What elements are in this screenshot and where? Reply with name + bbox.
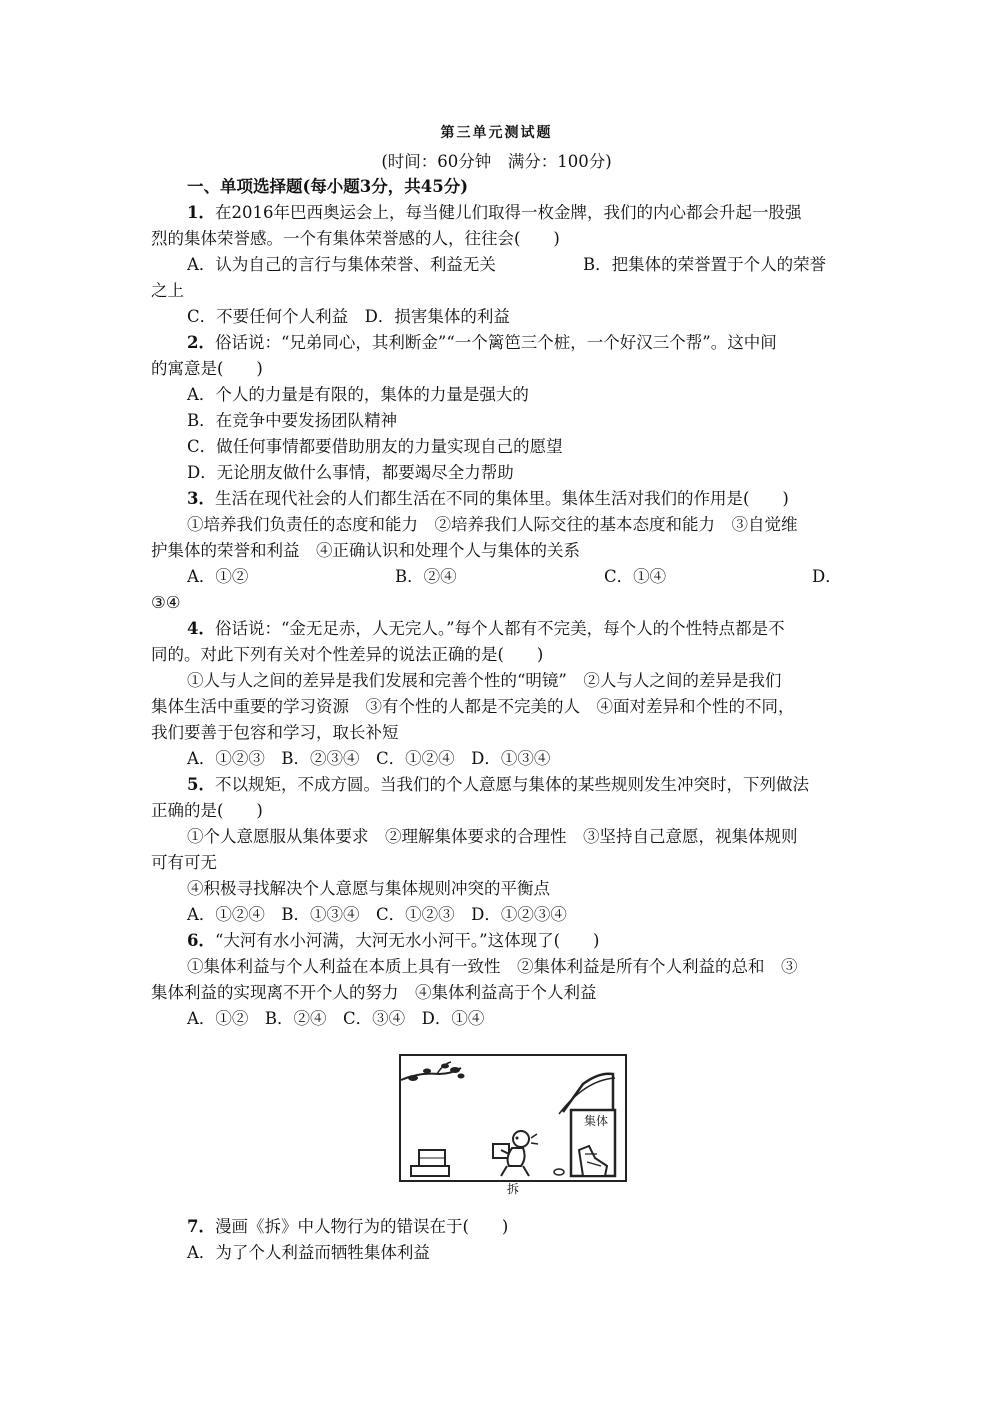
q4-statement-1: ①人与人之间的差异是我们发展和完善个性的“明镜” ②人与人之间的差异是我们 <box>187 671 782 690</box>
q6-statement-1: ①集体利益与个人利益在本质上具有一致性 ②集体利益是所有个人利益的总和 ③ <box>187 957 798 976</box>
question-3-line-1 <box>187 488 789 510</box>
q7-option-a: A．为了个人利益而牺牲集体利益 <box>187 1243 430 1262</box>
q2-option-c: C．做任何事情都要借助朋友的力量实现自己的愿望 <box>187 437 563 456</box>
question-text: 漫画《拆》中人物行为的错误在于( ) <box>214 1217 509 1236</box>
q2-option-a: A．个人的力量是有限的，集体的力量是强大的 <box>187 385 529 404</box>
cartoon-chai <box>399 1054 627 1182</box>
question-number: 1． <box>187 203 215 222</box>
question-text: 在2016年巴西奥运会上，每当健儿们取得一枚金牌，我们的内心都会升起一股强 <box>214 203 802 222</box>
q4-statement-3: 我们要善于包容和学习，取长补短 <box>151 723 399 742</box>
q3-option-c: C．①④ <box>604 567 667 586</box>
question-4-line-1 <box>187 618 785 640</box>
question-text: 生活在现代社会的人们都生活在不同的集体里。集体生活对我们的作用是( ) <box>214 489 789 508</box>
q2-option-b: B．在竞争中要发扬团队精神 <box>187 411 398 430</box>
q5-options: A．①②④ B．①③④ C．①②③ D．①②③④ <box>187 905 567 924</box>
question-1-line-1 <box>187 202 801 224</box>
q3-statement-1: ①培养我们负责任的态度和能力 ②培养我们人际交往的基本态度和能力 ③自觉维 <box>187 515 798 534</box>
question-2-line-2: 的寓意是( ) <box>151 359 263 378</box>
q4-options: A．①②③ B．②③④ C．①②④ D．①③④ <box>187 749 551 768</box>
question-4-line-2: 同的。对此下列有关对个性差异的说法正确的是( ) <box>151 645 544 664</box>
question-5-line-1 <box>187 774 809 796</box>
q2-option-d: D．无论朋友做什么事情，都要竭尽全力帮助 <box>187 463 514 482</box>
time-score-info: (时间：60分钟 满分：100分) <box>381 152 612 171</box>
question-text: 俗话说：“兄弟同心，其利断金”“一个篱笆三个桩，一个好汉三个帮”。这中间 <box>214 333 777 352</box>
question-number: 2． <box>187 333 215 352</box>
question-number: 3． <box>187 489 215 508</box>
q6-options: A．①② B．②④ C．③④ D．①④ <box>187 1009 485 1028</box>
q3-option-d: D． <box>812 567 842 586</box>
question-number: 6． <box>187 931 215 950</box>
q4-statement-2: 集体生活中重要的学习资源 ③有个性的人都是不完美的人 ④面对差异和个性的不同， <box>151 697 795 716</box>
q1-option-b: B．把集体的荣誉置于个人的荣誉 <box>583 255 827 274</box>
q3-option-d-cont: ③④ <box>151 593 181 612</box>
question-6-line-1 <box>187 930 599 952</box>
q5-statement-3: ④积极寻找解决个人意愿与集体规则冲突的平衡点 <box>187 879 550 898</box>
question-text: “大河有水小河满，大河无水小河干。”这体现了( ) <box>214 931 600 950</box>
q3-statement-2: 护集体的荣誉和利益 ④正确认识和处理个人与集体的关系 <box>151 541 580 560</box>
question-2-line-1 <box>187 332 777 354</box>
section-heading: 一、单项选择题(每小题3分，共45分) <box>187 177 469 196</box>
question-number: 5． <box>187 775 215 794</box>
q6-statement-2: 集体利益的实现离不开个人的努力 ④集体利益高于个人利益 <box>151 983 597 1002</box>
house-label: 集体 <box>583 1114 609 1128</box>
q3-option-b: B．②④ <box>395 567 457 586</box>
question-text: 不以规矩，不成方圆。当我们的个人意愿与集体的某些规则发生冲突时，下列做法 <box>214 775 809 794</box>
question-5-line-2: 正确的是( ) <box>151 801 263 820</box>
question-text: 俗话说：“金无足赤，人无完人。”每个人都有不完美，每个人的个性特点都是不 <box>214 619 785 638</box>
question-number: 7． <box>187 1217 215 1236</box>
cartoon-caption: 拆 <box>506 1182 519 1196</box>
q1-option-b-cont: 之上 <box>151 281 184 300</box>
page-title: 第三单元测试题 <box>440 125 553 141</box>
question-1-line-2: 烈的集体荣誉感。一个有集体荣誉感的人，往往会( ) <box>151 229 560 248</box>
q3-option-a: A．①② <box>187 567 249 586</box>
question-7-line-1 <box>187 1216 508 1238</box>
q1-options-cd: C．不要任何个人利益 D．损害集体的利益 <box>187 307 510 326</box>
question-number: 4． <box>187 619 215 638</box>
q5-statement-2: 可有可无 <box>151 853 217 872</box>
q5-statement-1: ①个人意愿服从集体要求 ②理解集体要求的合理性 ③坚持自己意愿，视集体规则 <box>187 827 798 846</box>
q1-option-a: A．认为自己的言行与集体荣誉、利益无关 <box>187 255 496 274</box>
